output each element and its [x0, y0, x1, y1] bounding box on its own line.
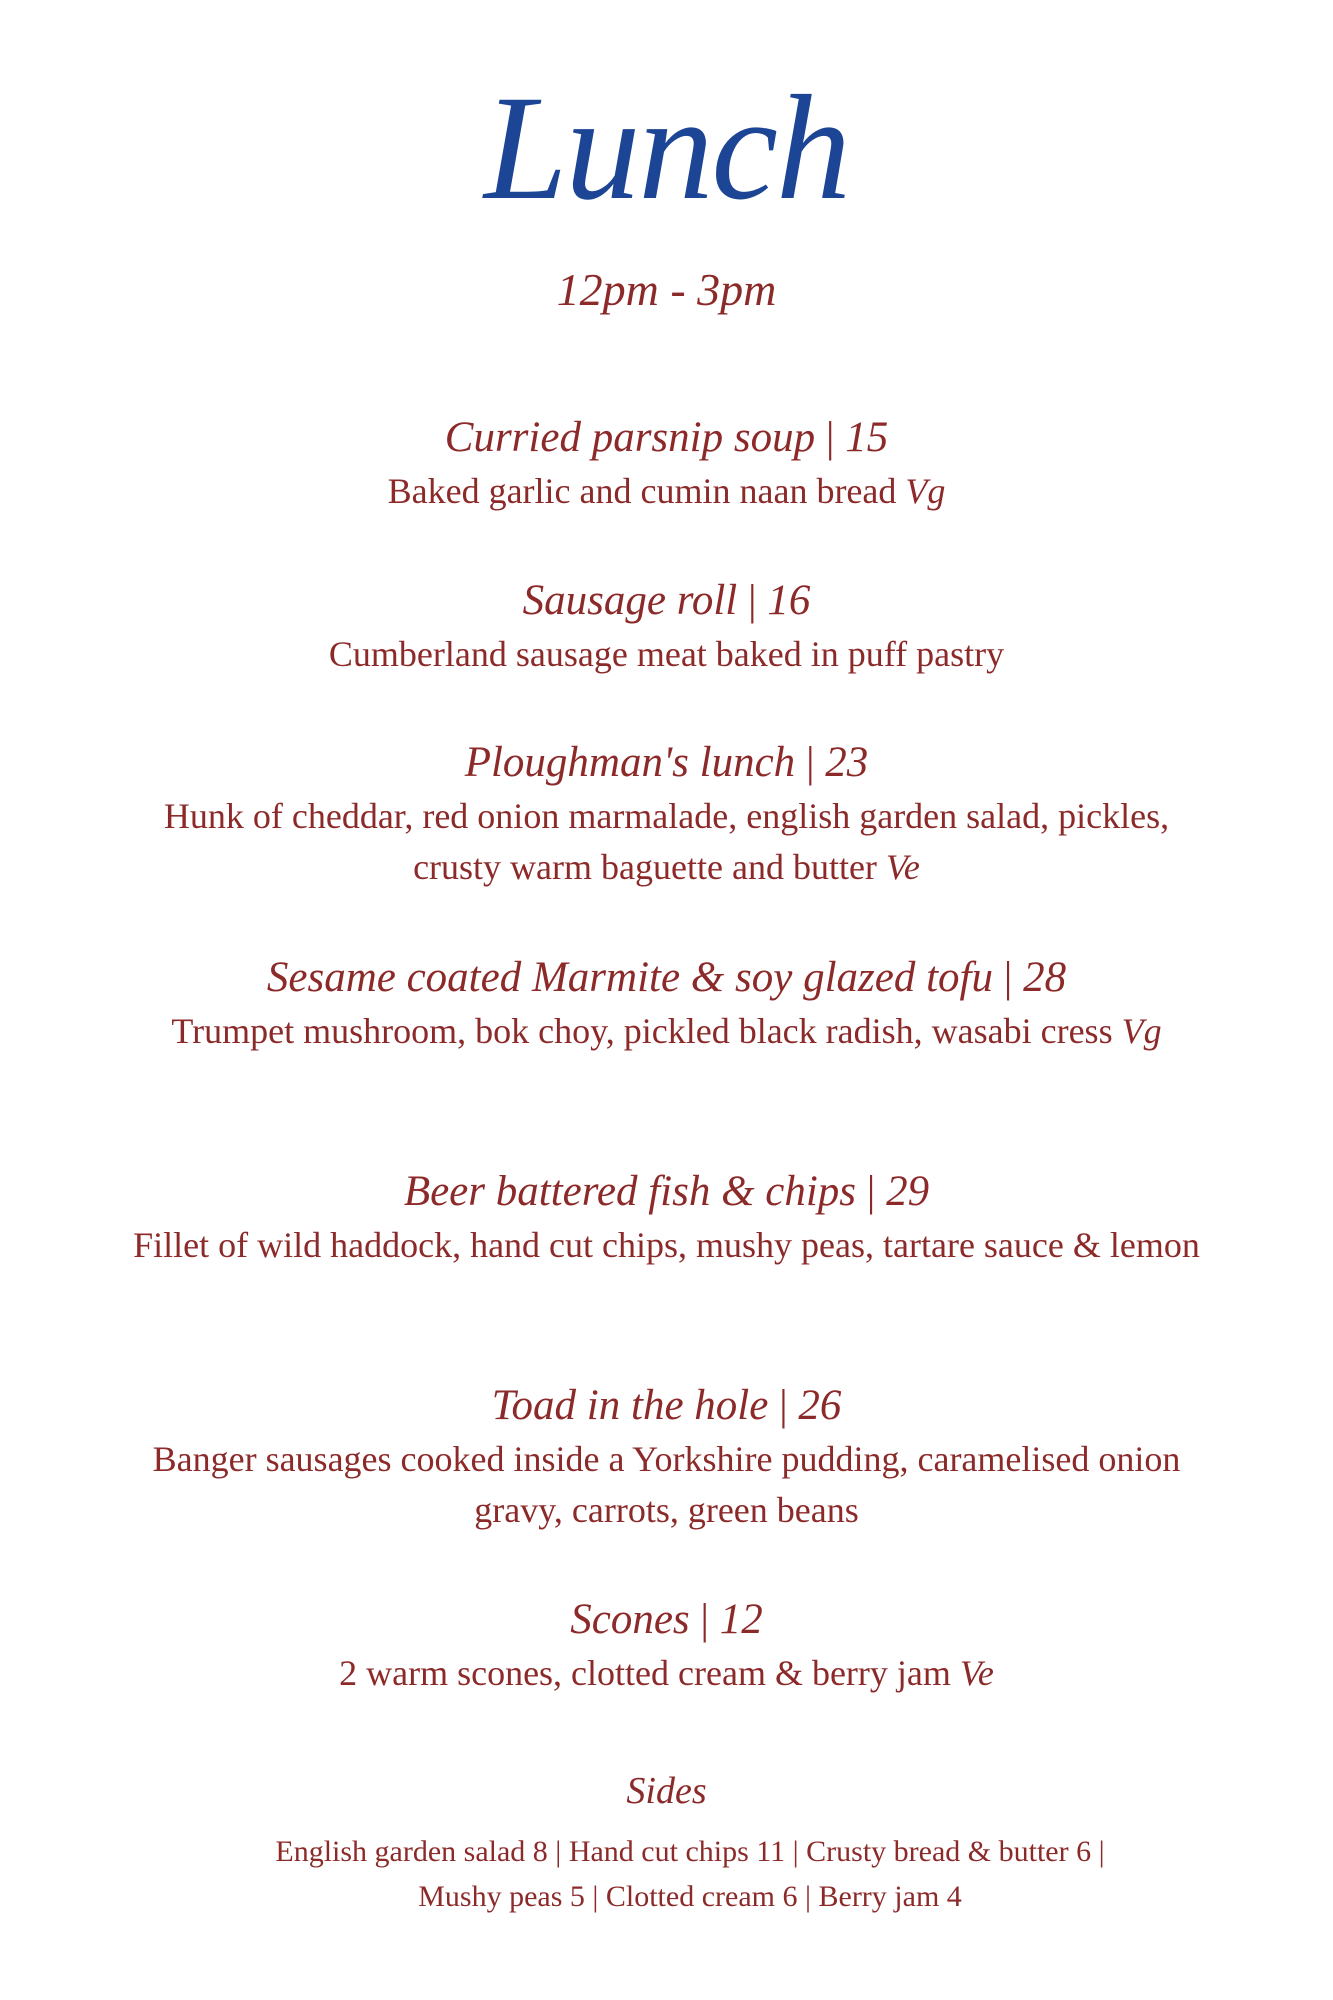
menu-item-description: [120, 1220, 1213, 1271]
menu-item-name: Curried parsnip soup: [444, 414, 816, 461]
menu-item: [120, 410, 1213, 517]
menu-item-name: Sesame coated Marmite & soy glazed tofu: [266, 954, 993, 1001]
menu-item-heading: [120, 1378, 1213, 1434]
menu-item-price: 15: [845, 414, 889, 461]
menu-item: [120, 1378, 1213, 1536]
menu-item: [120, 950, 1213, 1057]
sides-line: Mushy peas 5 | Clotted cream 6 | Berry jam 4: [418, 1880, 962, 1913]
menu-item-separator: |: [825, 414, 835, 461]
menu-item-description-text: Hunk of cheddar, red onion marmalade, english garden salad, pickles, crusty warm baguette and butter: [163, 796, 1170, 887]
sides-list: [190, 1829, 1190, 1919]
menu-item-separator: |: [866, 1168, 876, 1215]
menu-item-description: [120, 629, 1213, 680]
menu-item-heading: [120, 950, 1213, 1006]
menu-item-separator: |: [1003, 954, 1013, 1001]
diet-tag: Vg: [905, 471, 946, 511]
menu-item-price: 16: [767, 577, 811, 624]
menu-item-description-text: Fillet of wild haddock, hand cut chips, mushy peas, tartare sauce & lemon: [133, 1225, 1200, 1265]
menu-item: [120, 1592, 1213, 1699]
menu-item-name: Sausage roll: [522, 577, 738, 624]
menu-item-name: Beer battered fish & chips: [403, 1168, 857, 1215]
menu-item-description: [120, 1648, 1213, 1699]
menu-item-description-text: Cumberland sausage meat baked in puff pastry: [328, 634, 1005, 674]
menu-item-description-text: Banger sausages cooked inside a Yorkshire pudding, caramelised onion gravy, carrots, green beans: [152, 1439, 1181, 1530]
sides-line: English garden salad 8 | Hand cut chips 11 | Crusty bread & butter 6 |: [275, 1835, 1105, 1868]
menu-item: [120, 573, 1213, 680]
menu-hours: 12pm - 3pm: [556, 264, 777, 315]
diet-tag: Vg: [1121, 1011, 1162, 1051]
menu-item-heading: [120, 735, 1213, 791]
menu-item-separator: |: [779, 1382, 788, 1429]
menu-item-price: 29: [886, 1168, 930, 1215]
menu-item-description: [120, 1006, 1213, 1057]
menu-item-description: [120, 1434, 1213, 1536]
menu-item-description: [120, 466, 1213, 517]
diet-tag: Ve: [885, 847, 920, 887]
menu-title: Lunch: [484, 65, 849, 231]
menu-item: [120, 1164, 1213, 1271]
menu-item-description-text: Trumpet mushroom, bok choy, pickled black radish, wasabi cress: [171, 1011, 1113, 1051]
menu-item-price: 28: [1023, 954, 1067, 1001]
menu-item-description-text: 2 warm scones, clotted cream & berry jam: [339, 1653, 951, 1693]
menu-item: [120, 735, 1213, 893]
menu-item-separator: |: [805, 739, 815, 786]
menu-item-description: [120, 791, 1213, 893]
menu-item-heading: [120, 1164, 1213, 1220]
sides-heading: Sides: [626, 1770, 707, 1812]
menu-item-name: Scones: [570, 1596, 690, 1643]
menu-item-description-text: Baked garlic and cumin naan bread: [387, 471, 897, 511]
menu-item-heading: [120, 410, 1213, 466]
menu-item-name: Toad in the hole: [491, 1382, 769, 1429]
menu-item-heading: [120, 1592, 1213, 1648]
menu-item-price: 26: [798, 1382, 842, 1429]
diet-tag: Ve: [959, 1653, 994, 1693]
menu-item-heading: [120, 573, 1213, 629]
menu-item-name: Ploughman's lunch: [464, 739, 796, 786]
menu-item-price: 12: [719, 1596, 763, 1643]
menu-item-price: 23: [825, 739, 869, 786]
menu-item-separator: |: [700, 1596, 709, 1643]
menu-item-separator: |: [748, 577, 757, 624]
